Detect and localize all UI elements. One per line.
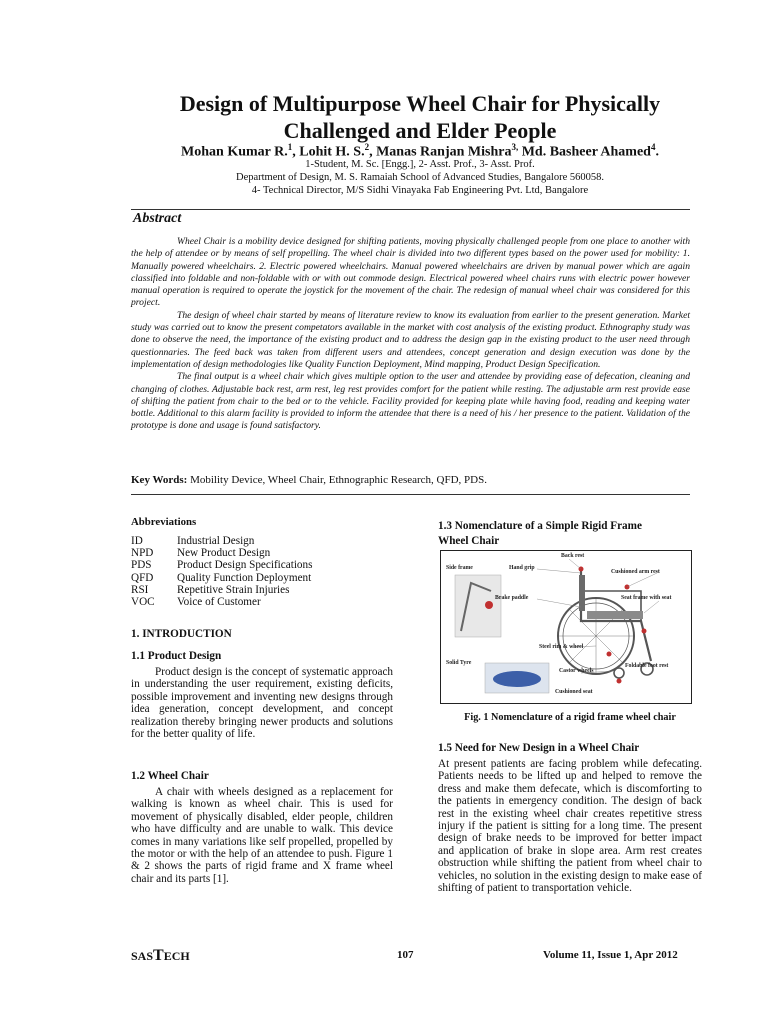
paragraph: Product design is the concept of systematic approach in understanding the user requirement, existing deficits, possible improvement and inventing new designs through idea generation, concept development, and concept realization thereby bringing newer products and solutions for the better quality of life. [131, 666, 393, 741]
abbr-key: NPD [131, 547, 154, 559]
keywords-text: Mobility Device, Wheel Chair, Ethnographic Research, QFD, PDS. [187, 474, 487, 486]
page-number: 107 [397, 949, 414, 961]
divider [131, 494, 690, 495]
author-sup: 3, [511, 142, 519, 152]
author-list: Mohan Kumar R.$^1$, Lohit H. S.$^2$, Manas Ranjan Mishra$^{3,}$ Md. Basheer Ahamed$^4$. [181, 142, 659, 160]
label-seat-frame: Seat frame with seat [621, 595, 672, 601]
label-foldable-foot-rest: Foldable foot rest [625, 663, 669, 669]
abbreviation-row [131, 559, 312, 571]
divider [131, 209, 690, 210]
label-steel-rim: Steel rim & wheel [539, 644, 584, 650]
journal-prefix: SAS [131, 949, 154, 963]
abbreviation-row [131, 535, 254, 547]
journal-initial: T [153, 947, 164, 964]
abstract-heading: Abstract [133, 211, 182, 226]
figure-caption: Fig. 1 Nomenclature of a rigid frame wheel chair [464, 712, 676, 723]
author-sup: 4 [650, 142, 656, 152]
abbr-value: Quality Function Deployment [177, 572, 312, 584]
subsection-heading: 1.2 Wheel Chair [131, 770, 209, 782]
wheel-chair-text [131, 786, 393, 885]
subsection-heading: 1.5 Need for New Design in a Wheel Chair [438, 742, 640, 754]
keywords-label: Key Words: [131, 474, 188, 486]
author-name: Lohit H. S. [299, 144, 365, 160]
affiliations [100, 158, 740, 197]
abbreviations-heading: Abbreviations [131, 516, 197, 528]
journal-suffix: ECH [163, 949, 190, 963]
abbreviation-row [131, 572, 311, 584]
affiliation-line: 4- Technical Director, M/S Sidhi Vinayaka Fab Engineering Pvt. Ltd, Bangalore [251, 185, 589, 196]
abbr-key: ID [131, 535, 143, 547]
abbr-value: Repetitive Strain Injuries [177, 584, 290, 596]
label-castor-wheels: Castor wheels [559, 668, 594, 674]
title-line-2: Challenged and Elder People [283, 118, 557, 143]
product-design-text [131, 666, 393, 740]
title-line-1: Design of Multipurpose Wheel Chair for Physically [179, 91, 661, 116]
abstract-paragraph: The design of wheel chair started by means of literature review to know its evaluation from earlier to the present generation. Market study was carried out to know the present competators available in the market with cost analysis of the existing product. Ethnography study was done to observe the need, the importance of the existing product and to address the design gap in the existing product to the user need through questionnaries. The feed back was taken from different users and attendees, concept generation and design execution was done by the implementation of design methodologies like Quality Function Deployment, Mind mapping, Product Design Specification. [131, 309, 690, 370]
abbreviation-row [131, 547, 270, 559]
abstract-body [131, 236, 690, 433]
journal-name [131, 947, 190, 965]
author-sup: 2 [364, 142, 370, 152]
label-cushioned-seat: Cushioned seat [555, 689, 593, 695]
paragraph: A chair with wheels designed as a replacement for walking is known as wheel chair. This is used for movement of physically disabled, elder people, children who have difficulty and are unable to walk. This device comes in many variations like self propelled, propelled by the motor or with the help of an attendee to push. Figure 1 & 2 shows the parts of rigid frame and X frame wheel chair and its parts [1]. [131, 786, 393, 885]
subsection-heading [438, 519, 702, 549]
keywords [131, 474, 690, 486]
abbreviation-row [131, 596, 261, 608]
paragraph: At present patients are facing problem while defecating. Patients needs to be lifted up and helped to remove the dress and make them defecate, which is discomforting to the patients in emergency condition. The design of back rest in the existing wheel chair creates repetitive stress injury if the patient is sitting for a long time. The present design of brake needs to be improved for better impact and application of brake in slope area. Arm rest creates obstruction while shifting the patient from wheel chair to vehicles, no solution in the existing design to make ease of shifting of patient to transportation vehicle. [438, 758, 702, 895]
label-hand-grip: Hand grip [509, 565, 535, 571]
wheelchair-figure [440, 550, 692, 704]
abbr-key: VOC [131, 596, 155, 608]
abbr-key: PDS [131, 559, 152, 571]
abbr-value: New Product Design [177, 547, 271, 559]
need-text [438, 758, 702, 894]
author-sup: 1 [287, 142, 293, 152]
abbr-value: Product Design Specifications [177, 559, 313, 571]
label-back-rest: Back rest [561, 553, 585, 559]
label-side-frame: Side frame [446, 565, 473, 571]
paper-title [100, 90, 740, 144]
abbr-key: QFD [131, 572, 154, 584]
abbreviation-row [131, 584, 289, 596]
author-name: Manas Ranjan Mishra [376, 144, 512, 160]
heading-line: 1.3 Nomenclature of a Simple Rigid Frame [438, 520, 642, 532]
author-name: Md. Basheer Ahamed [521, 144, 651, 160]
label-brake-paddle: Brake paddle [495, 595, 529, 601]
affiliation-line: Department of Design, M. S. Ramaiah School of Advanced Studies, Bangalore 560058. [235, 172, 605, 183]
heading-line: Wheel Chair [438, 535, 500, 547]
label-cushioned-armrest: Cushioned arm rest [611, 569, 660, 575]
volume-info: Volume 11, Issue 1, Apr 2012 [543, 949, 678, 961]
affiliation-line: 1-Student, M. Sc. [Engg.], 2- Asst. Prof., 3- Asst. Prof. [305, 159, 535, 170]
author-name: Mohan Kumar R. [181, 144, 288, 160]
section-heading: 1. INTRODUCTION [131, 628, 232, 640]
abstract-paragraph: The final output is a wheel chair which gives multiple option to the user and attendee by providing ease of defecation, cleaning and changing of clothes. Adjustable back rest, arm rest, leg rest provides comfort for the patient while resting. The adjustable arm rest provide ease of shifting the patient from chair to the bed or to the vehicle. Facility provided for keeping plate while having food, reading and keeping water bottle. Additional to this alarm facility is provided to inform the attendee that there is a need of his / her presence to the patient. Validation of the prototype is done and usage is found satisfactory. [131, 371, 690, 432]
abstract-paragraph: Wheel Chair is a mobility device designed for shifting patients, moving physically challenged people from one place to another with the help of attendee or by means of self propelling. The wheel chair is divided into two different types based on the power used for mobility: 1. Manually powered wheelchairs. 2. Electric powered wheelchairs. Manual powered wheelchairs are driven by manual power which are again classified into foldable and non-foldable with or with out commode design. Electrical powered wheel chairs runs with electric power however manual operation is required to operate the joystick for the movement of the chair. The redesign of manual wheel chair was considered for this project. [131, 236, 690, 309]
abbr-value: Industrial Design [177, 535, 255, 547]
label-solid-tyre: Solid Tyre [446, 660, 472, 666]
abbr-value: Voice of Customer [177, 596, 261, 608]
abbr-key: RSI [131, 584, 149, 596]
subsection-heading: 1.1 Product Design [131, 650, 222, 662]
